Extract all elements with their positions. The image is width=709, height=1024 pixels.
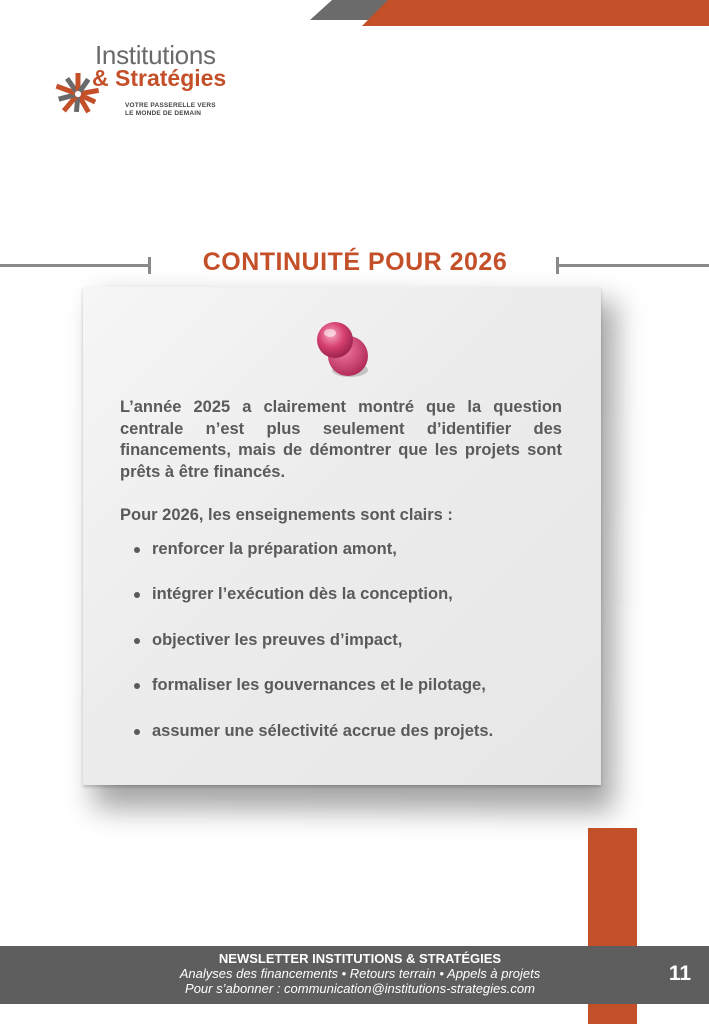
list-item: assumer une sélectivité accrue des projets. [120,721,562,767]
logo-line-institutions: Institutions [95,40,216,70]
list-item: intégrer l’exécution dès la conception, [120,584,562,630]
list-item: renforcer la préparation amont, [120,539,562,585]
logo-tagline-line2: LE MONDE DE DEMAIN [125,110,202,117]
list-item: formaliser les gouvernances et le pilotage, [120,675,562,721]
section-title: CONTINUITÉ POUR 2026 [202,248,508,276]
logo-line-strategies: & Stratégies [92,65,227,91]
title-rule-left [0,264,148,267]
page-number: 11 [668,962,692,985]
logo-tagline [125,102,216,118]
footer [0,946,709,1004]
note-intro: Pour 2026, les enseignements sont clairs : [120,506,453,524]
title-rule-right [559,264,709,267]
footer-subtitle: Analyses des financements • Retours terrain • Appels à projets [179,966,541,981]
note-content [120,397,562,766]
logo-tagline-line1: VOTRE PASSERELLE VERS [125,102,216,109]
lessons-list [120,539,562,767]
top-orange-bar [362,0,709,26]
footer-text [0,951,709,996]
list-item: objectiver les preuves d’impact, [120,630,562,676]
logo [52,40,252,130]
title-tick-left [148,257,151,274]
footer-title: NEWSLETTER INSTITUTIONS & STRATÉGIES [218,951,502,966]
note-paragraph: L’année 2025 a clairement montré que la question centrale n’est plus seulement d’identifier des financements, mais de démontrer que les projets sont prêts à être financés. [120,398,562,481]
footer-subscribe: Pour s’abonner : communication@institutions-strategies.com [185,981,535,996]
push-pin-icon [310,318,376,384]
